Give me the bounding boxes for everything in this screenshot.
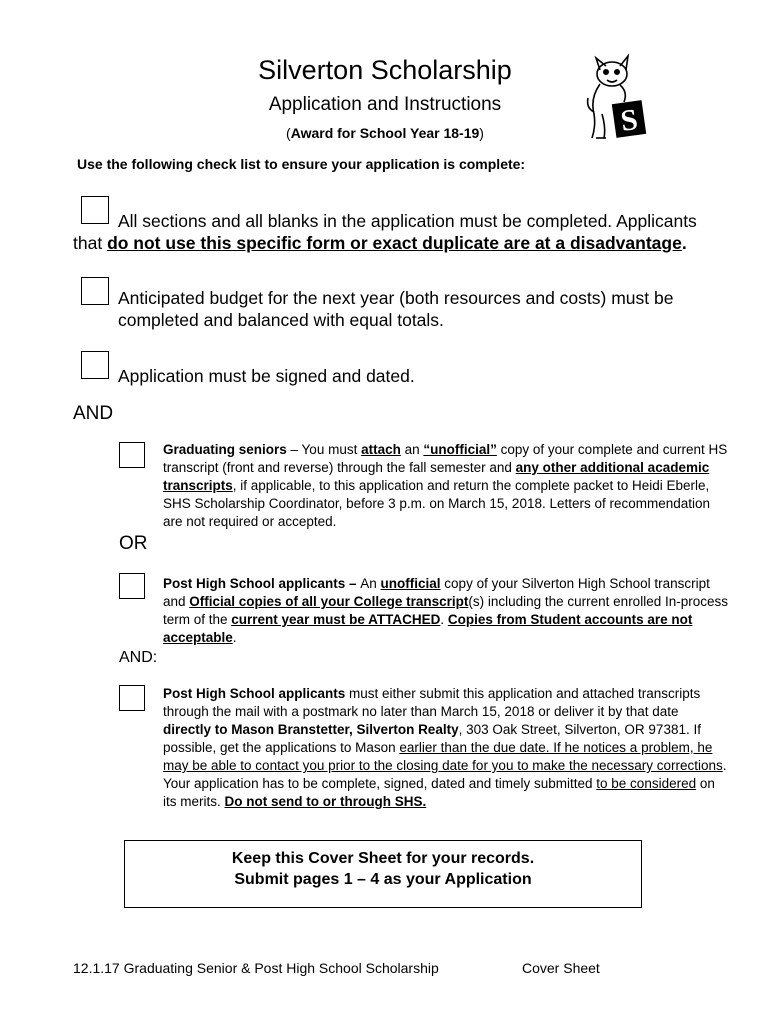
footer-right: Cover Sheet: [522, 960, 600, 976]
separator-and-colon: AND:: [119, 649, 158, 666]
item2-line1: Anticipated budget for the next year (both resources and costs) must be: [118, 288, 674, 308]
cover-sheet-box: [124, 840, 642, 908]
graduating-seniors-text: [163, 441, 728, 531]
award-text: Award for School Year 18-19: [290, 125, 480, 141]
ph1-t10: .: [232, 630, 237, 645]
item1-text-d: .: [681, 233, 687, 253]
item1-text-a: All sections and all blanks in the application must be completed. Applicants: [118, 211, 697, 231]
award-close-paren: ): [479, 125, 484, 141]
item2-line2: completed and balanced with equal totals.: [118, 310, 444, 330]
ph1-t8: .: [440, 612, 448, 627]
ph2-considered: to be considered: [596, 776, 697, 791]
ph1-t4: copy of your Silverton High School transcript and: [163, 576, 710, 609]
checklist-item-2-text: [118, 287, 718, 331]
separator-or: OR: [119, 533, 148, 554]
item1-disadvantage: do not use this specific form or exact duplicate are at a disadvantage: [107, 233, 682, 253]
graduating-seniors-checkbox[interactable]: [119, 442, 145, 468]
footer-left: 12.1.17 Graduating Senior & Post High School Scholarship: [73, 960, 439, 976]
post-high-1-text: [163, 575, 728, 647]
gs-t8: , if applicable, to this application and return the complete packet to Heidi Eberle, SHS Scholarship Coordinator, before 3 p.m. on March 15, 2018. Letters of recommendation are not required or accepted.: [163, 478, 711, 529]
ph1-t6: (s) including the current enrolled In-process term of the: [163, 594, 728, 627]
mascot-icon: [580, 52, 650, 144]
award-open-paren: (: [286, 125, 291, 141]
cover-line-2: Submit pages 1 – 4 as your Application: [234, 871, 532, 888]
gs-attach: attach: [361, 442, 401, 457]
post-high-1-checkbox[interactable]: [119, 573, 145, 599]
ph2-earlier: earlier than the due date. If he notices a problem, he may be able to contact you prior to the closing date for you to make the necessary corrections: [163, 740, 723, 773]
svg-text:S: S: [618, 102, 640, 138]
gs-heading: Graduating seniors: [163, 442, 287, 457]
separator-and: AND: [73, 403, 114, 424]
checklist-item-3-text: Application must be signed and dated.: [118, 366, 415, 386]
gs-other-transcripts: any other additional academic transcripts: [163, 460, 710, 493]
gs-t2: – You must: [286, 442, 362, 457]
page-title: Silverton Scholarship: [258, 55, 512, 85]
post-high-2-text: [163, 685, 728, 811]
post-high-2-checkbox[interactable]: [119, 685, 145, 711]
logo-letter-badge: [612, 100, 646, 138]
page-subtitle: Application and Instructions: [268, 94, 502, 115]
cover-line-1: Keep this Cover Sheet for your records.: [231, 850, 535, 867]
gs-t6: copy of your complete and current HS transcript (front and reverse) through the fall semester and: [163, 442, 728, 475]
gs-t4: an: [400, 442, 424, 457]
checklist-item-2-checkbox[interactable]: [81, 277, 109, 305]
award-year: [0, 125, 770, 141]
ph2-t2: must either submit this application and attached transcripts through the mail with a postmark no later than March 15, 2018 or deliver it by that date: [163, 686, 701, 719]
checklist-item-1-text: [73, 210, 733, 254]
checklist-instruction: Use the following check list to ensure your application is complete:: [77, 156, 526, 172]
ph2-heading: Post High School applicants: [163, 686, 346, 701]
checklist-item-3-checkbox[interactable]: [81, 351, 109, 379]
ph2-mason: directly to Mason Branstetter, Silverton Realty: [163, 722, 459, 737]
ph1-copies-not-acceptable: Copies from Student accounts are not acceptable: [163, 612, 693, 645]
ph1-attached: current year must be ATTACHED: [231, 612, 441, 627]
ph2-do-not-send: Do not send to or through SHS.: [224, 794, 427, 809]
ph2-t4: , 303 Oak Street, Silverton, OR 97381. If possible, get the applications to Mason: [163, 722, 701, 755]
ph1-official-copies: Official copies of all your College transcript: [189, 594, 469, 609]
ph1-t2: An: [360, 576, 381, 591]
mascot-logo: [580, 52, 650, 144]
ph1-unofficial: unofficial: [380, 576, 441, 591]
gs-unofficial: “unofficial”: [423, 442, 497, 457]
item1-text-b: that: [73, 233, 108, 253]
ph2-t8: on its merits.: [163, 776, 715, 809]
ph2-t6: . Your application has to be complete, signed, dated and timely submitted: [163, 758, 727, 791]
ph1-heading: Post High School applicants –: [163, 576, 361, 591]
